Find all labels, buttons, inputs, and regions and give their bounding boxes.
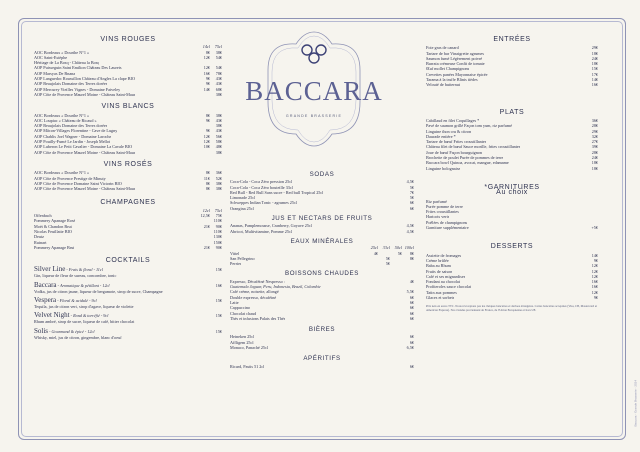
item-name: Latte [230, 299, 239, 305]
col-14cl: 14cl [202, 44, 210, 50]
item-name: Daurade entière * [426, 133, 456, 139]
water-price [402, 261, 414, 266]
price-bottle: 130€ [213, 234, 222, 240]
section-title-bieres: BIÈRES [308, 326, 336, 334]
eaux-col-header: 33cl [382, 245, 390, 251]
cocktail-title [34, 311, 108, 319]
price-glass: 21€ [203, 244, 210, 250]
price-glass: 8€ [205, 49, 210, 55]
item-price: 7€ [409, 189, 414, 195]
price-pair [198, 92, 222, 97]
boissons-list [230, 279, 414, 321]
item-name: Pommery Apanage Rosé [34, 218, 76, 224]
item-name: Baccara bowl Quinoa, avocat, mangue, edamame [426, 160, 509, 166]
item-price: 24€ [591, 155, 598, 161]
cocktail-style: - Rond & torréfié - 9cl [69, 313, 109, 319]
item-name: Purée pomme de terre [426, 203, 463, 209]
item-name: Fruits de saison [426, 268, 453, 274]
item-price: 18€ [591, 50, 598, 56]
cocktail-description: Whisky, miel, jus de citron, gingembre, blanc d'oeuf [34, 334, 122, 340]
price-bottle: 90€ [215, 244, 222, 250]
item-name: AOC Bordeaux « Dourthe N°1 » [34, 49, 90, 55]
item-price: 18€ [591, 61, 598, 67]
price-glass: 9€ [205, 76, 210, 82]
item-name: Affligem 25cl [230, 339, 254, 345]
item-name: Orangina 25cl [230, 205, 254, 211]
price-bottle: 38€ [215, 123, 222, 129]
price-glass: 9€ [205, 81, 210, 87]
item-price: 6€ [409, 315, 414, 321]
price-bottle: 54€ [215, 54, 222, 60]
wine-row [34, 92, 222, 97]
item-name: Tarama à la truffe Blinis tièdes [426, 77, 478, 83]
cocktail-name: Velvet Night [34, 311, 70, 320]
logo-tagline: GRANDE BRASSERIE [285, 114, 343, 118]
item-price: 6€ [409, 305, 414, 311]
item-name: Offenbach [34, 213, 52, 219]
cocktail-style: - Aromatique & pétillant - 12cl [56, 282, 110, 288]
price-bottle: 38€ [215, 49, 222, 55]
price-glass: 21€ [203, 223, 210, 229]
item-price: 27€ [591, 139, 598, 145]
item-price: 6€ [409, 334, 414, 340]
wine-row [34, 150, 222, 155]
cocktail-row [34, 281, 222, 289]
price-bottle: 78€ [215, 70, 222, 76]
item-price: 15€ [591, 66, 598, 72]
item-name: Crème brûlée [426, 257, 449, 263]
cocktail-description: Gin, liqueur de fleur de sureau, concombre, tonic [34, 273, 117, 279]
price-glass: 8€ [205, 112, 210, 118]
item-price: 4,5€ [406, 228, 414, 234]
price-glass: 12€ [203, 54, 210, 60]
garnitures-subtitle: Au choix [496, 189, 528, 197]
cocktail-price: 16€ [215, 282, 222, 288]
section-title-garnitures: *GARNITURES [484, 183, 540, 191]
item-name: Velouté de butternut [426, 82, 460, 88]
price-bottle: 56€ [215, 133, 222, 139]
cocktail-title [34, 296, 97, 304]
item-price: 16€ [591, 284, 598, 290]
item-price: 6€ [409, 205, 414, 211]
item-name: Glaces et sorbets [426, 294, 455, 300]
cocktail-name: Vespera [34, 295, 57, 304]
price-glass: 11€ [203, 175, 210, 181]
price-glass: 9€ [205, 128, 210, 134]
cocktail-row [34, 265, 222, 273]
water-row [230, 261, 414, 266]
garnitures-list [426, 199, 598, 231]
item-name: Frites croustillantes [426, 209, 459, 215]
price-glass [198, 92, 210, 97]
item-name: Monaco, Panaché 25cl [230, 345, 269, 351]
item-name: AOP Côte de Provence Maurel Moine - Château Saint-Maur [34, 149, 136, 155]
water-price [366, 261, 378, 266]
item-price: 6€ [409, 310, 414, 316]
item-price: 12€ [591, 273, 598, 279]
item-name: AOP Mâcon-Villages Florentine - Cave de Lugny [34, 128, 118, 134]
item-price: 18€ [591, 160, 598, 166]
item-price: 9€ [593, 294, 598, 300]
price-bottle: 38€ [215, 186, 222, 192]
item-name: Ananas, Pamplemousse, Cranberry, Goyave 25cl [230, 223, 312, 229]
vins-blancs-list [34, 113, 222, 155]
cocktail-name: Baccara [34, 280, 57, 289]
item-price: 4,5€ [406, 223, 414, 229]
item-price: 28€ [591, 149, 598, 155]
logo-wordmark: BACCARA [245, 76, 383, 106]
item-name: Coca-Cola - Coca Zéro pression 25cl [230, 179, 293, 185]
item-name: Garniture supplémentaire [426, 225, 469, 231]
wine-row [34, 186, 222, 191]
cocktail-row [34, 296, 222, 304]
item-name: Œuf mollet Champignons [426, 66, 470, 72]
item-name: AOC Loupiac « Château de Ricaud » [34, 117, 97, 123]
jus-list [230, 223, 414, 234]
cocktail-style: - Gourmand & épicé - 12cl [48, 328, 95, 334]
item-name: AOP Marsyas De Bnana [34, 70, 76, 76]
item-price: 5€ [409, 184, 414, 190]
cocktail-description: Rhum ambré, sirop de sucre, liqueur de café, bitter chocolat [34, 319, 135, 325]
item-name: AOP Beaujolais Domaine des Terres dorées [34, 81, 108, 87]
bieres-list [230, 334, 414, 350]
item-name: Coca-Cola - Coca Zéro bouteille 33cl [230, 184, 293, 190]
item-price: 14€ [591, 252, 598, 258]
item-name: Linguine bolognaise [426, 165, 461, 171]
item-name: Guatemala Jaguar, Peru, Indonesia, Brazil, Colombie [230, 284, 321, 290]
vins-rouges-list [34, 50, 222, 98]
item-name: Linguine thon cru & citron [426, 128, 472, 134]
sodas-list [230, 179, 414, 211]
item-name: Haricots verts [426, 214, 450, 220]
price-bottle: 43€ [215, 76, 222, 82]
item-name: Foie gras de canard [426, 45, 459, 51]
vins-roses-list [34, 170, 222, 191]
item-price: 39€ [591, 144, 598, 150]
item-name: Vittel [230, 250, 240, 256]
cocktail-description: Vodka, jus de citron jaune, liqueur de bergamote, sirop de sucre, Champagne [34, 288, 163, 294]
cocktails-list [34, 265, 222, 339]
item-price: 4,5€ [406, 179, 414, 185]
price-glass: 8€ [205, 170, 210, 176]
cocktail-description: Tequila, jus de citron vert, sirop d'agave, liqueur de violette [34, 303, 134, 309]
item-name: AOP Côte de Provence Maurel Moine - Château Saint-Maur [34, 91, 136, 97]
item-name: AOP Pouilly-Fumé Le Jardin - Joseph Mellot [34, 139, 111, 145]
item-name: Moët & Chandon Brut [34, 223, 72, 229]
item-name: AOP Mercurey Vieilles Vignes - Domaine Faiveley [34, 86, 121, 92]
section-title-champagnes: CHAMPAGNES [100, 199, 156, 207]
price-bottle: 52€ [215, 175, 222, 181]
item-name: Assiette de fromages [426, 252, 462, 258]
section-title-sodas: SODAS [309, 171, 335, 178]
vertical-note: Baccara - Grande Brasserie - 2024 [634, 380, 638, 427]
menu-row [230, 229, 414, 234]
eaux-list [230, 251, 414, 267]
wine-row [34, 245, 222, 250]
cocktail-price: 15€ [215, 297, 222, 303]
price-bottle: 38€ [215, 180, 222, 186]
item-price: 16€ [591, 82, 598, 88]
col-75cl-champagne: 75cl [214, 207, 222, 213]
item-name: Ricard, Pastis 51 2cl [230, 363, 265, 369]
champagnes-list [34, 213, 222, 250]
price-bottle: 43€ [215, 81, 222, 87]
section-title-vins-blancs: VINS BLANCS [101, 103, 155, 111]
cocktail-row [34, 311, 222, 319]
price-bottle: 110€ [213, 228, 222, 234]
center-column [230, 172, 414, 369]
desserts-list [426, 253, 598, 301]
cocktail-price: 15€ [215, 313, 222, 319]
item-name: Perrier [230, 261, 242, 267]
item-price: 32€ [591, 133, 598, 139]
section-title-desserts: DESSERTS [490, 243, 534, 251]
item-name: Red Bull - Red Bull Sans sucre - Red bull Tropical 25cl [230, 189, 324, 195]
col-12cl: 12cl [202, 207, 210, 213]
item-price: 18€ [591, 165, 598, 171]
item-name: Crevettes panées Mayonnaise épicée [426, 71, 488, 77]
item-name: San Pellegrino [230, 255, 255, 261]
price-bottle: 58€ [215, 139, 222, 145]
price-glass [198, 150, 210, 155]
item-name: AOP Côte de Provence Prestige de Minuty [34, 175, 106, 181]
item-name: AOC Bordeaux « Dourthe N°1 » [34, 112, 90, 118]
menu-row [230, 316, 414, 321]
price-glass: 8€ [205, 180, 210, 186]
item-name: Nicolas Feuillatte BIO [34, 228, 72, 234]
item-name: Ruinart [34, 239, 47, 245]
item-name: Poêlées de champignons [426, 219, 468, 225]
water-price: 4€ [373, 250, 378, 256]
item-name: Heineken 25cl [230, 334, 255, 340]
item-name: Profiteroles sauce chocolat [426, 284, 472, 290]
item-price: 6€ [409, 363, 414, 369]
item-price: 6€ [409, 339, 414, 345]
item-name: AOC Bordeaux « Dourthe N°1 » [34, 170, 90, 176]
item-name: Chocolat chaud [230, 310, 257, 316]
item-name: Héritage de La Bosq - Château la Bosq [34, 60, 100, 66]
item-price: 6€ [409, 200, 414, 206]
eaux-col-header: 25cl [370, 245, 378, 251]
section-title-eaux: EAUX MINÉRALES [290, 237, 354, 245]
section-title-vins-rouges: VINS ROUGES [100, 36, 156, 43]
section-title-jus: JUS ET NECTARS DE FRUITS [271, 215, 373, 223]
item-name: Tartare de bœuf Frites croustillantes [426, 139, 487, 145]
cocktail-title [34, 265, 103, 273]
price-bottle: 150€ [213, 239, 222, 245]
price-bottle: 43€ [215, 117, 222, 123]
item-name: Thés et infusions Palais des Thés [230, 315, 286, 321]
cocktail-name: Silver Line [34, 265, 66, 274]
menu-row [230, 345, 414, 350]
item-name: Tatin aux pommes [426, 289, 457, 295]
section-title-plats: PLATS [499, 108, 525, 116]
item-name: Café crème, noisette, allongé [230, 289, 279, 295]
item-name: Expresso, Décaféiné Nespresso : [230, 278, 285, 284]
left-column [34, 37, 222, 340]
price-bottle: 48€ [215, 144, 222, 150]
price-glass: 12,5€ [200, 213, 210, 219]
price-glass: 10€ [203, 144, 210, 150]
item-name: AOC Saint-Estèphe [34, 54, 68, 60]
price-bottle: 68€ [215, 86, 222, 92]
item-name: AOP Puisseguin Saint Emilion Château Des Laurets [34, 65, 122, 71]
item-name: Cabillaud en filet Coquillages * [426, 117, 480, 123]
item-name: Baba au Rhum [426, 263, 451, 269]
footer-note: Prix nets en euros TTC. Nous n'acceptons pas les chèques bancaires et devises étrangères. Cartes bancaires acceptées (Visa, CB, Mastercard et American Express). Nos viandes proviennent de France, de l'Union Européenne et hors UE. [426, 304, 598, 312]
cocktail-style: - Floral & acidulé - 9cl [56, 297, 97, 303]
item-price: 36€ [591, 117, 598, 123]
item-price: 6,5€ [406, 345, 414, 351]
price-bottle: 43€ [215, 128, 222, 134]
water-price: 5€ [385, 255, 390, 261]
eaux-col-header: 50cl [394, 245, 402, 251]
item-name: Café et ses mignardises [426, 273, 466, 279]
item-price: 16€ [591, 279, 598, 285]
item-price: 4€ [409, 278, 414, 284]
item-price: 17€ [591, 71, 598, 77]
price-glass: 12€ [203, 133, 210, 139]
cocktail-title [34, 327, 95, 335]
water-price: 8€ [409, 255, 414, 261]
right-column [426, 37, 598, 312]
item-price: 12€ [591, 289, 598, 295]
price-bottle: 36€ [215, 170, 222, 176]
price-pair [198, 186, 222, 191]
aperitifs-list [230, 364, 414, 369]
item-name: Fondant au chocolat [426, 279, 460, 285]
item-name: AOP Côte de Provence Maurel Moine - Château Saint-Maur [34, 186, 136, 192]
water-price: 5€ [385, 261, 390, 267]
item-price: 12€ [591, 263, 598, 269]
price-glass: 12€ [203, 139, 210, 145]
cocktail-title [34, 281, 110, 289]
item-name: Double expresso, décaféiné [230, 294, 277, 300]
menu-row [230, 206, 414, 211]
eaux-col-header: 100cl [404, 245, 414, 251]
item-name: Pavé de saumon grillé Façon tom yum, riz parfumé [426, 123, 512, 129]
price-pair [198, 245, 222, 250]
item-name: AOP Languedoc Roussillon Château d'Angles La clape BIO [34, 76, 135, 82]
item-price: +5€ [591, 225, 598, 231]
price-bottle: 38€ [215, 91, 222, 97]
price-glass: 12€ [203, 65, 210, 71]
item-price: 9€ [593, 257, 598, 263]
section-title-boissons-chaudes: BOISSONS CHAUDES [285, 270, 359, 278]
price-glass: 16€ [203, 70, 210, 76]
item-name: Tartare de bar Vinaigrette agrumes [426, 50, 484, 56]
cocktail-price: 15€ [215, 328, 222, 334]
item-name: Saumon fumé Légèrement poivré [426, 55, 483, 61]
item-price: 12€ [591, 268, 598, 274]
item-price: 5,5€ [406, 289, 414, 295]
item-name: Château filet de bœuf Sauce morille, frites croustillantes [426, 144, 521, 150]
item-price: 6€ [409, 299, 414, 305]
menu-row [426, 166, 598, 171]
item-name: Cappuccino [230, 305, 251, 311]
price-glass: 9€ [205, 117, 210, 123]
item-name: Abricot, Multivitamine, Pomme 25cl [230, 228, 292, 234]
cocktail-name: Solis [34, 326, 49, 335]
item-price: 5€ [409, 195, 414, 201]
section-title-aperitifs: APÉRITIFS [303, 355, 341, 363]
item-name: Riz parfumé [426, 198, 447, 204]
price-glass: 8€ [205, 186, 210, 192]
cocktail-price: 15€ [215, 267, 222, 273]
section-title-cocktails: COCKTAILS [105, 257, 151, 265]
menu-row [426, 295, 598, 300]
item-price: 29€ [591, 45, 598, 51]
item-name: Pommery Apanage Brut [34, 244, 75, 250]
item-price: 29€ [591, 128, 598, 134]
price-bottle: 110€ [213, 218, 222, 224]
price-pair [198, 150, 222, 155]
item-name: AOP Côte de Provence Domaine Saint Victorin BIO [34, 180, 122, 186]
cocktail-row [34, 327, 222, 335]
price-bottle: 38€ [215, 149, 222, 155]
section-title-entrees: ENTRÉES [493, 36, 531, 43]
item-price: 24€ [591, 55, 598, 61]
col-75cl: 75cl [214, 44, 222, 50]
menu-row [426, 82, 598, 87]
price-bottle: 90€ [215, 223, 222, 229]
item-price: 14€ [591, 77, 598, 83]
entrees-list [426, 45, 598, 87]
item-name: Deutz [34, 234, 44, 240]
plats-list [426, 118, 598, 171]
monogram-icon [302, 45, 326, 63]
water-price: 5€ [397, 250, 402, 256]
item-name: Joue de bœuf Façon bourguignon [426, 149, 482, 155]
item-name: AOP Chablis Joel Wagner - Domaine Laroche [34, 133, 112, 139]
item-name: Burrata crémeuse Confit de tomate [426, 61, 485, 67]
item-price: 6€ [409, 294, 414, 300]
cocktail-style: - Frais & floral - 11cl [65, 267, 103, 273]
menu-row [426, 225, 598, 230]
item-name: Brochette de poulet Purée de pommes de terre [426, 155, 504, 161]
section-title-vins-roses: VINS ROSÉS [103, 160, 153, 168]
item-name: AOP Luberon Le Petit Cavalier - Domaine La Cavale BIO [34, 144, 133, 150]
price-glass: 14€ [203, 86, 210, 92]
item-name: Limonade 25cl [230, 195, 256, 201]
price-bottle: 54€ [215, 65, 222, 71]
price-bottle: 75€ [215, 213, 222, 219]
water-price [390, 261, 402, 266]
item-name: Schweppes Indian Tonic - agrumes 25cl [230, 200, 297, 206]
price-bottle: 38€ [215, 112, 222, 118]
item-name: AOP Beaujolais Domaine des Terres dorées [34, 123, 108, 129]
menu-row [230, 364, 414, 369]
water-prices [366, 261, 414, 266]
water-price: 8€ [409, 250, 414, 256]
item-price: 28€ [591, 123, 598, 129]
